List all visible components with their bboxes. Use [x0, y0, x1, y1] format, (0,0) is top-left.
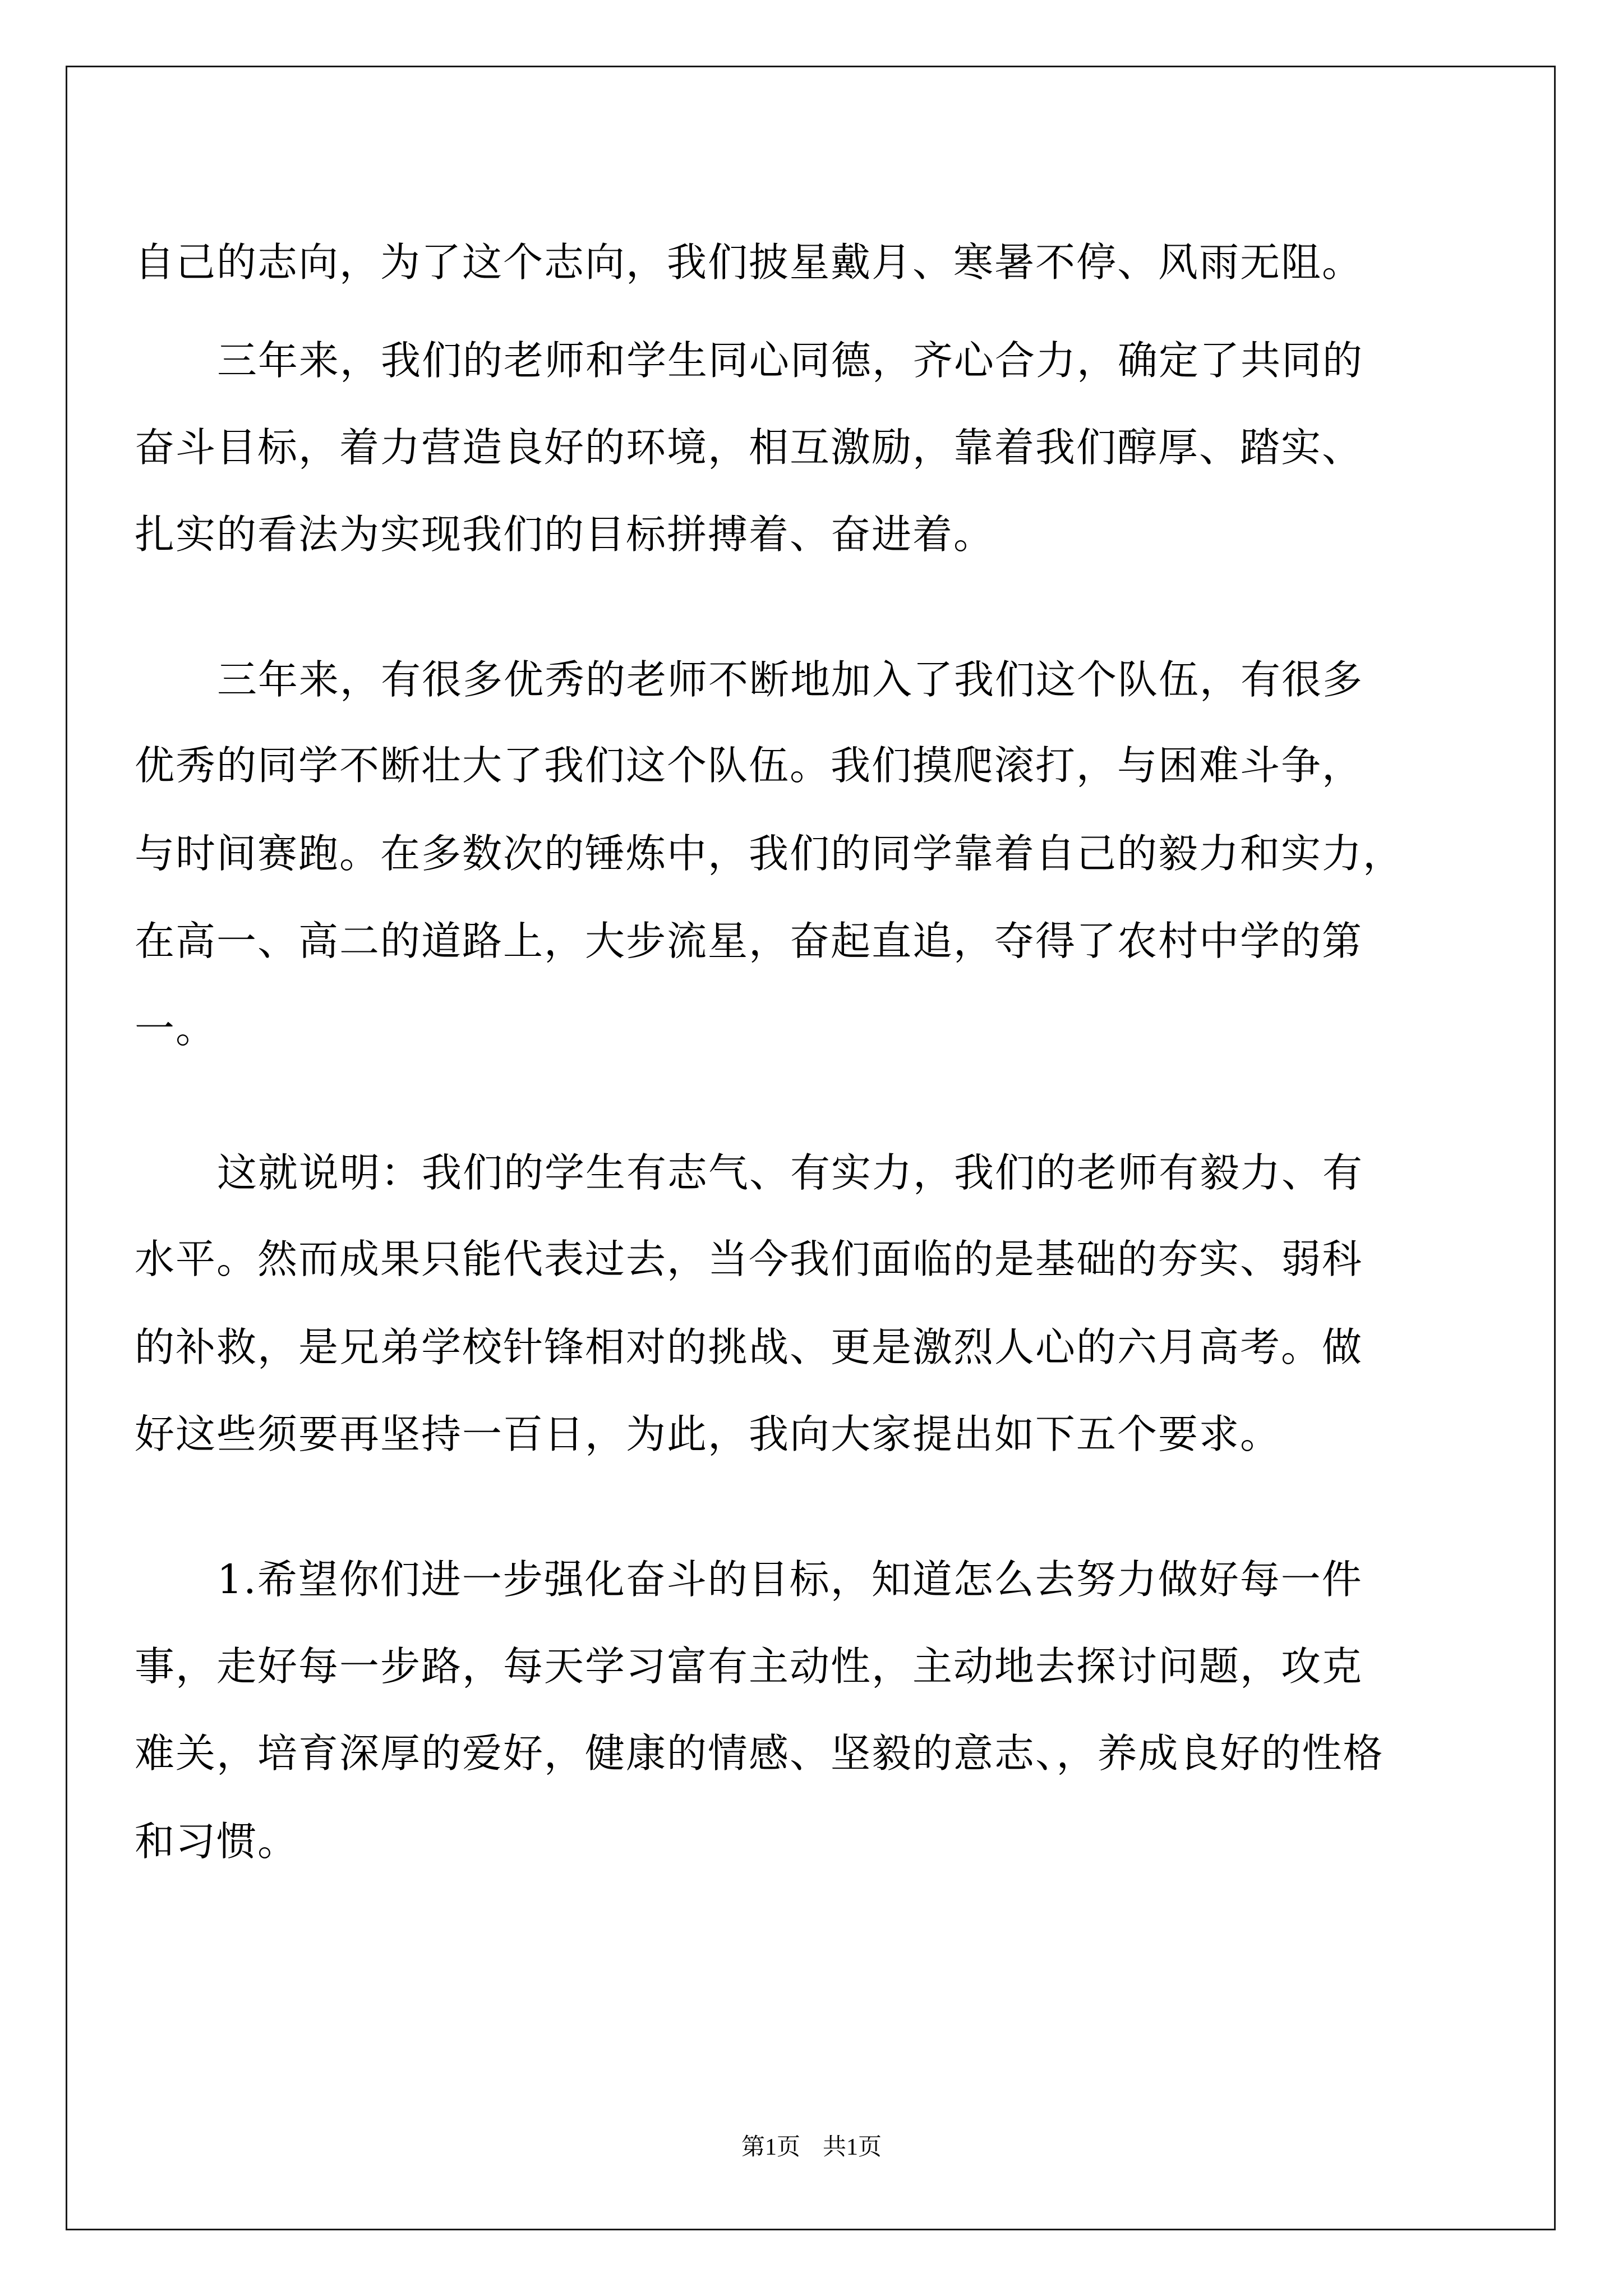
- text-line: 一。: [135, 1005, 217, 1052]
- text-line: 与时间赛跑。在多数次的锤炼中，我们的同学靠着自己的毅力和实力，: [135, 830, 1404, 877]
- page-number-total: 共1页: [823, 2134, 882, 2160]
- paragraph-start-line: 三年来，我们的老师和学生同心同德，齐心合力，确定了共同的: [217, 337, 1364, 384]
- text-line: 奋斗目标，着力营造良好的环境，相互激励，靠着我们醇厚、踏实、: [135, 424, 1363, 471]
- paragraph-start-line: 这就说明：我们的学生有志气、有实力，我们的老师有毅力、有: [217, 1149, 1364, 1196]
- text-line: 和习惯。: [135, 1818, 299, 1865]
- text-line: 水平。然而成果只能代表过去，当今我们面临的是基础的夯实、弱科: [135, 1236, 1363, 1282]
- page-number-current: 第1页: [741, 2134, 800, 2160]
- text-line: 扎实的看法为实现我们的目标拼搏着、奋进着。: [135, 511, 995, 558]
- text-line: 的补救，是兄弟学校针锋相对的挑战、更是激烈人心的六月高考。做: [135, 1324, 1363, 1370]
- text-line: 好这些须要再坚持一百日，为此，我向大家提出如下五个要求。: [135, 1411, 1281, 1457]
- text-line: 难关，培育深厚的爱好，健康的情感、坚毅的意志、，养成良好的性格: [135, 1730, 1384, 1777]
- text-line: 优秀的同学不断壮大了我们这个队伍。我们摸爬滚打，与困难斗争，: [135, 742, 1363, 789]
- text-line: 自己的志向，为了这个志向，我们披星戴月、寒暑不停、风雨无阻。: [135, 239, 1363, 286]
- paragraph-start-line: 三年来，有很多优秀的老师不断地加入了我们这个队伍，有很多: [217, 656, 1364, 703]
- page-footer: [0, 2133, 1623, 2161]
- text-line: 在高一、高二的道路上，大步流星，奋起直追，夺得了农村中学的第: [135, 918, 1363, 964]
- text-line: 事，走好每一步路，每天学习富有主动性，主动地去探讨问题，攻克: [135, 1643, 1363, 1690]
- paragraph-start-line: 1.希望你们进一步强化奋斗的目标，知道怎么去努力做好每一件: [217, 1556, 1363, 1603]
